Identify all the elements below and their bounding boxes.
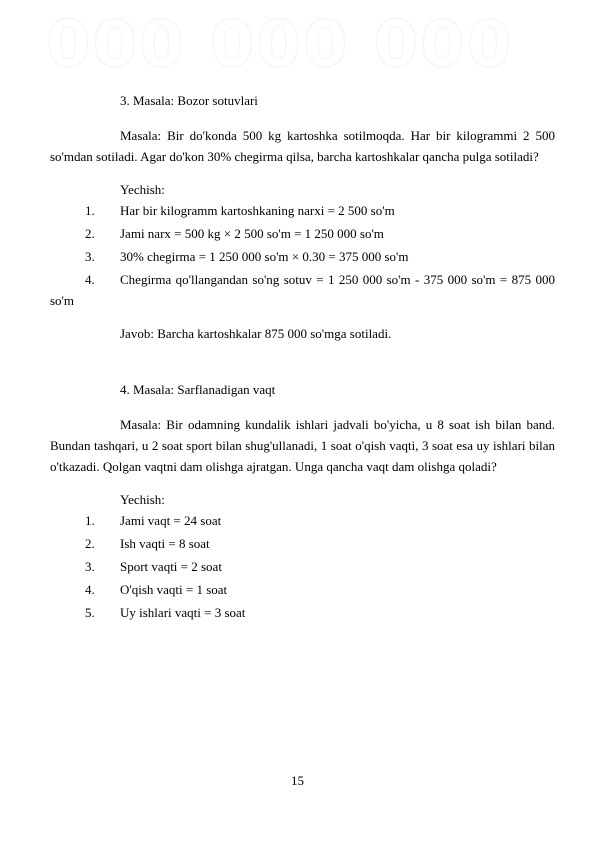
problem-4-steps <box>50 510 555 623</box>
problem-3-title: 3. Masala: Bozor sotuvlari <box>120 93 258 108</box>
list-item: 1. Har bir kilogramm kartoshkaning narxi = 2 500 so'm <box>85 203 395 218</box>
list-item: 3. Sport vaqti = 2 soat <box>85 559 222 574</box>
problem-4-text: Masala: Bir odamning kundalik ishlari jadvali bo'yicha, u 8 soat ish bilan band. Bundan tashqari, u 2 soat sport bilan shug'ullanadi, 1 soat o'qish vaqti, 3 soat esa uy ishlari bilan o'tkazadi. Qolgan vaqtni dam olishga ajratgan. Unga qancha vaqt dam olishga qoladi? <box>50 417 555 474</box>
watermark: 000 000 000 <box>46 8 514 82</box>
problem-4-title: 4. Masala: Sarflanadigan vaqt <box>120 382 276 397</box>
list-item: 5. Uy ishlari vaqti = 3 soat <box>85 605 246 620</box>
problem-3-answer: Javob: Barcha kartoshkalar 875 000 so'mga sotiladi. <box>120 326 392 341</box>
list-item: 2. Jami narx = 500 kg × 2 500 so'm = 1 250 000 so'm <box>85 226 384 241</box>
problem-4-solution-label: Yechish: <box>120 492 165 507</box>
list-item: 3. 30% chegirma = 1 250 000 so'm × 0.30 = 375 000 so'm <box>85 249 409 264</box>
list-item: 4. Chegirma qo'llangandan so'ng sotuv = 1 250 000 so'm - 375 000 so'm = 875 000 so'm <box>50 272 555 308</box>
list-item: 2. Ish vaqti = 8 soat <box>85 536 210 551</box>
page-number: 15 <box>291 773 304 788</box>
list-item: 4. O'qish vaqti = 1 soat <box>85 582 228 597</box>
page-content <box>50 90 555 623</box>
problem-3-steps <box>50 200 555 311</box>
list-item: 1. Jami vaqt = 24 soat <box>85 513 222 528</box>
problem-3-text: Masala: Bir do'konda 500 kg kartoshka sotilmoqda. Har bir kilogrammi 2 500 so'mdan sotiladi. Agar do'kon 30% chegirma qilsa, barcha kartoshkalar qancha pulga sotiladi? <box>50 128 555 164</box>
problem-3-solution-label: Yechish: <box>120 182 165 197</box>
